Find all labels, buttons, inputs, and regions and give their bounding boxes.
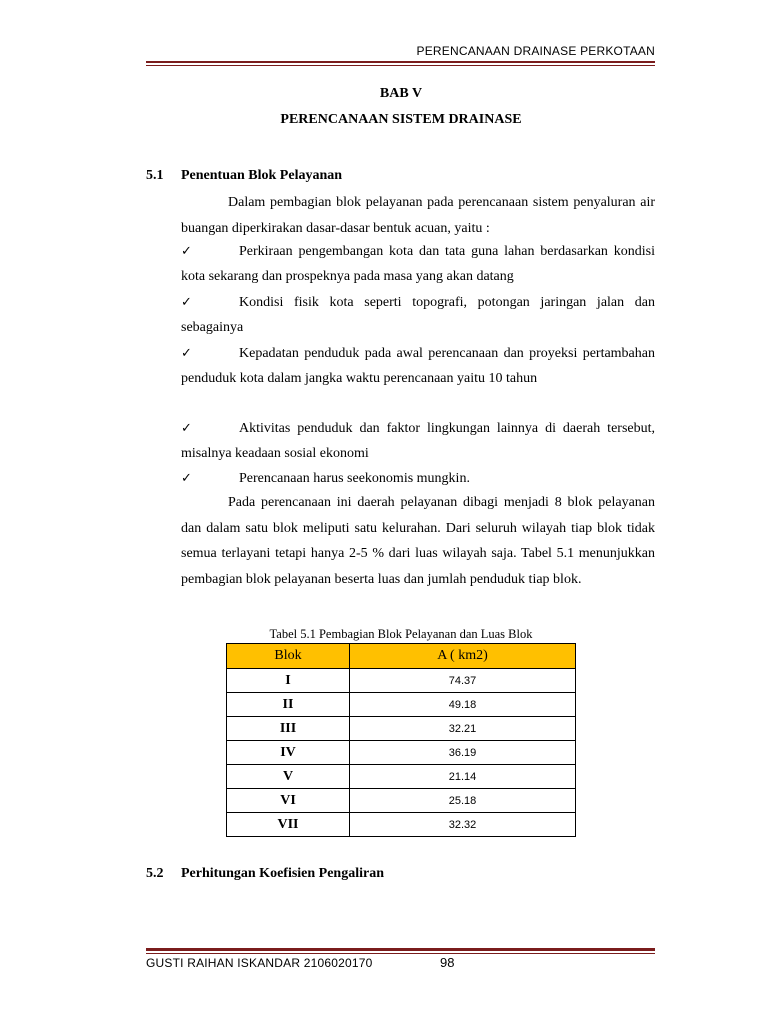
section-number: 5.2 [146, 866, 164, 881]
section-heading-5-2 [146, 866, 384, 882]
area-cell: 32.32 [350, 813, 576, 837]
blok-cell: III [227, 717, 350, 741]
blok-cell: IV [227, 741, 350, 765]
column-header-blok: Blok [227, 644, 350, 669]
table-row [227, 741, 576, 765]
paragraph-text: Pada perencanaan ini daerah pelayanan dibagi menjadi 8 blok pelayanan dan dalam satu blok meliputi satu kelurahan. Dari seluruh wilayah tiap blok tidak semua terlayani tetapi hanya 2-5 % dari luas wilayah saja. Tabel 5.1 menunjukkan pembagian blok pelayanan beserta luas dan jumlah penduduk tiap blok. [181, 495, 655, 587]
blok-cell: II [227, 693, 350, 717]
checklist-item [181, 466, 655, 491]
blok-cell: I [227, 669, 350, 693]
area-cell: 25.18 [350, 789, 576, 813]
table-row [227, 765, 576, 789]
table-row [227, 693, 576, 717]
checkmark-icon: ✓ [181, 346, 192, 361]
footer-rule-thin [146, 953, 655, 954]
header-rule [146, 61, 655, 63]
checkmark-icon: ✓ [181, 244, 192, 259]
area-cell: 36.19 [350, 741, 576, 765]
blok-cell: VII [227, 813, 350, 837]
section-heading-5-1 [146, 168, 342, 184]
area-cell: 32.21 [350, 717, 576, 741]
area-cell: 49.18 [350, 693, 576, 717]
checklist-item [181, 239, 655, 289]
blok-cell: VI [227, 789, 350, 813]
table-row [227, 669, 576, 693]
section-title: Penentuan Blok Pelayanan [181, 168, 343, 183]
checklist-text: Perkiraan pengembangan kota dan tata guna lahan berdasarkan kondisi kota sekarang dan prospeknya pada masa yang akan datang [181, 244, 655, 284]
intro-paragraph [181, 190, 655, 241]
checklist-item [181, 290, 655, 340]
area-cell: 74.37 [350, 669, 576, 693]
page-number: 98 [440, 955, 455, 970]
checklist-item [181, 341, 655, 391]
blok-cell: V [227, 765, 350, 789]
section-title: Perhitungan Koefisien Pengaliran [181, 866, 384, 881]
column-header-area: A ( km2) [350, 644, 576, 669]
running-header: PERENCANAAN DRAINASE PERKOTAAN [416, 44, 655, 58]
checkmark-icon: ✓ [181, 471, 192, 486]
checklist-text: Perencanaan harus seekonomis mungkin. [239, 471, 470, 486]
body-paragraph [181, 490, 655, 592]
footer-rule [146, 948, 655, 951]
table-row [227, 717, 576, 741]
table-caption: Tabel 5.1 Pembagian Blok Pelayanan dan Luas Blok [269, 627, 533, 641]
blok-table [226, 643, 576, 837]
area-cell: 21.14 [350, 765, 576, 789]
table-row [227, 789, 576, 813]
checkmark-icon: ✓ [181, 421, 192, 436]
section-number: 5.1 [146, 168, 164, 183]
chapter-label: BAB V [379, 86, 423, 101]
table-header-row [227, 644, 576, 669]
table-row [227, 813, 576, 837]
intro-text: Dalam pembagian blok pelayanan pada perencanaan sistem penyaluran air buangan diperkirakan dasar-dasar bentuk acuan, yaitu : [181, 195, 655, 236]
footer-author: GUSTI RAIHAN ISKANDAR 2106020170 [146, 956, 373, 970]
chapter-title: PERENCANAAN SISTEM DRAINASE [280, 112, 522, 127]
checklist-text: Kepadatan penduduk pada awal perencanaan dan proyeksi pertambahan penduduk kota dalam jangka waktu perencanaan yaitu 10 tahun [181, 346, 655, 386]
header-rule-thin [146, 65, 655, 66]
checklist-item [181, 416, 655, 466]
checklist-text: Aktivitas penduduk dan faktor lingkungan lainnya di daerah tersebut, misalnya keadaan sosial ekonomi [181, 421, 655, 461]
checklist-text: Kondisi fisik kota seperti topografi, potongan jaringan jalan dan sebagainya [181, 295, 655, 335]
checkmark-icon: ✓ [181, 295, 192, 310]
